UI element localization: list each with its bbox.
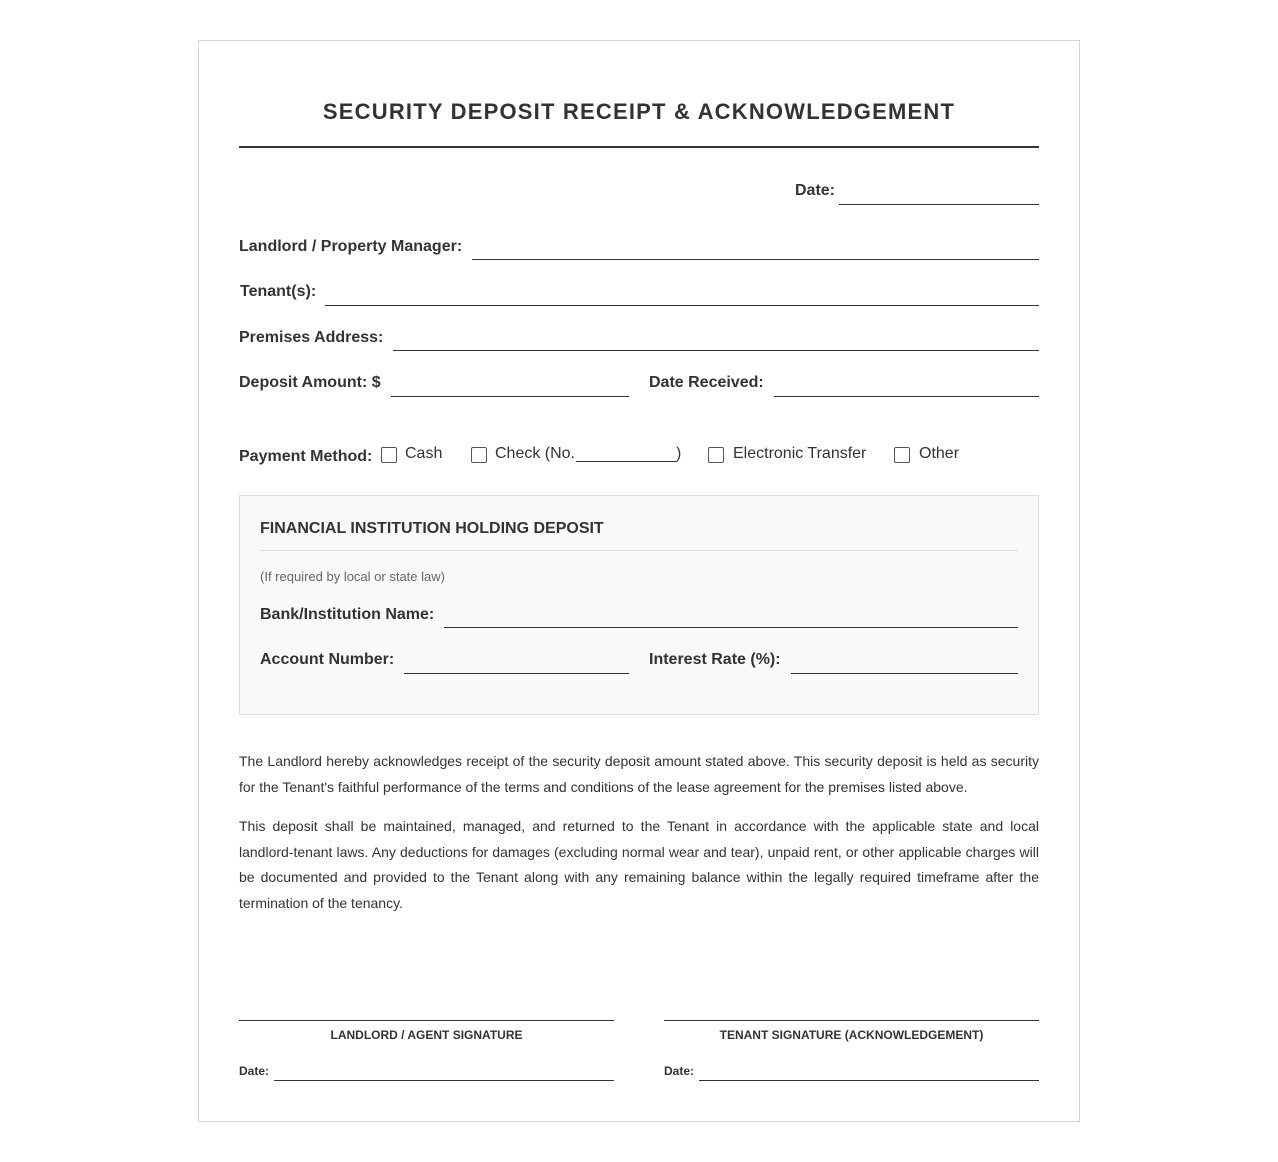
bank-section-divider	[260, 550, 1018, 551]
landlord-date-label: Date:	[239, 1064, 270, 1078]
premises-label: Premises Address:	[239, 329, 384, 346]
landlord-field[interactable]	[472, 259, 1039, 260]
bank-section-title: FINANCIAL INSTITUTION HOLDING DEPOSIT	[260, 520, 604, 537]
account-number-label: Account Number:	[260, 651, 395, 668]
check-option-label: Check (No.	[495, 445, 576, 462]
deposit-amount-label: Deposit Amount: $	[239, 374, 381, 391]
electronic-transfer-option-label: Electronic Transfer	[733, 445, 867, 462]
landlord-label: Landlord / Property Manager:	[239, 238, 463, 255]
bank-section-note: (If required by local or state law)	[260, 569, 445, 584]
tenant-field[interactable]	[325, 305, 1039, 306]
interest-rate-label: Interest Rate (%):	[649, 651, 781, 668]
landlord-signature-caption: LANDLORD / AGENT SIGNATURE	[330, 1028, 523, 1042]
check-checkbox[interactable]	[471, 447, 487, 463]
landlord-date-field[interactable]	[274, 1080, 614, 1081]
other-checkbox[interactable]	[894, 447, 910, 463]
date-received-field[interactable]	[774, 396, 1039, 397]
check-option-close: )	[676, 445, 682, 462]
cash-option-label: Cash	[405, 445, 443, 462]
deposit-terms-paragraph: This deposit shall be maintained, managed, and returned to the Tenant in accordance with the applicable state and local landlord-tenant laws. Any deductions for damages (excluding normal wear and tear), unpaid rent, or other applicable charges will be documented and provided to the Tenant along with any remaining balance within the legally required timeframe after the termination of the tenancy.	[239, 818, 1039, 911]
date-received-label: Date Received:	[649, 374, 764, 391]
financial-institution-section	[239, 495, 1039, 715]
bank-name-label: Bank/Institution Name:	[260, 606, 435, 623]
electronic-transfer-checkbox[interactable]	[708, 447, 724, 463]
document-page	[198, 40, 1080, 1122]
payment-method-label: Payment Method:	[239, 448, 373, 465]
bank-name-field[interactable]	[444, 627, 1018, 628]
interest-rate-field[interactable]	[791, 673, 1018, 674]
date-label: Date:	[795, 182, 836, 199]
document-title: SECURITY DEPOSIT RECEIPT & ACKNOWLEDGEMENT	[322, 99, 956, 124]
date-field[interactable]	[839, 204, 1039, 205]
tenant-date-label: Date:	[664, 1064, 695, 1078]
other-option-label: Other	[919, 445, 960, 462]
cash-checkbox[interactable]	[381, 447, 397, 463]
check-number-field[interactable]	[576, 461, 677, 462]
tenant-label: Tenant(s):	[240, 283, 317, 300]
account-number-field[interactable]	[404, 673, 629, 674]
tenant-signature-line[interactable]	[664, 1020, 1039, 1021]
landlord-signature-line[interactable]	[239, 1020, 614, 1021]
premises-field[interactable]	[393, 350, 1039, 351]
acknowledgement-paragraph: The Landlord hereby acknowledges receipt of the security deposit amount stated above. This security deposit is held as security for the Tenant's faithful performance of the terms and conditions of the lease agreement for the premises listed above.	[239, 753, 1039, 795]
deposit-amount-field[interactable]	[391, 396, 629, 397]
tenant-date-field[interactable]	[699, 1080, 1039, 1081]
title-divider	[239, 146, 1039, 148]
tenant-signature-caption: TENANT SIGNATURE (ACKNOWLEDGEMENT)	[719, 1028, 984, 1042]
